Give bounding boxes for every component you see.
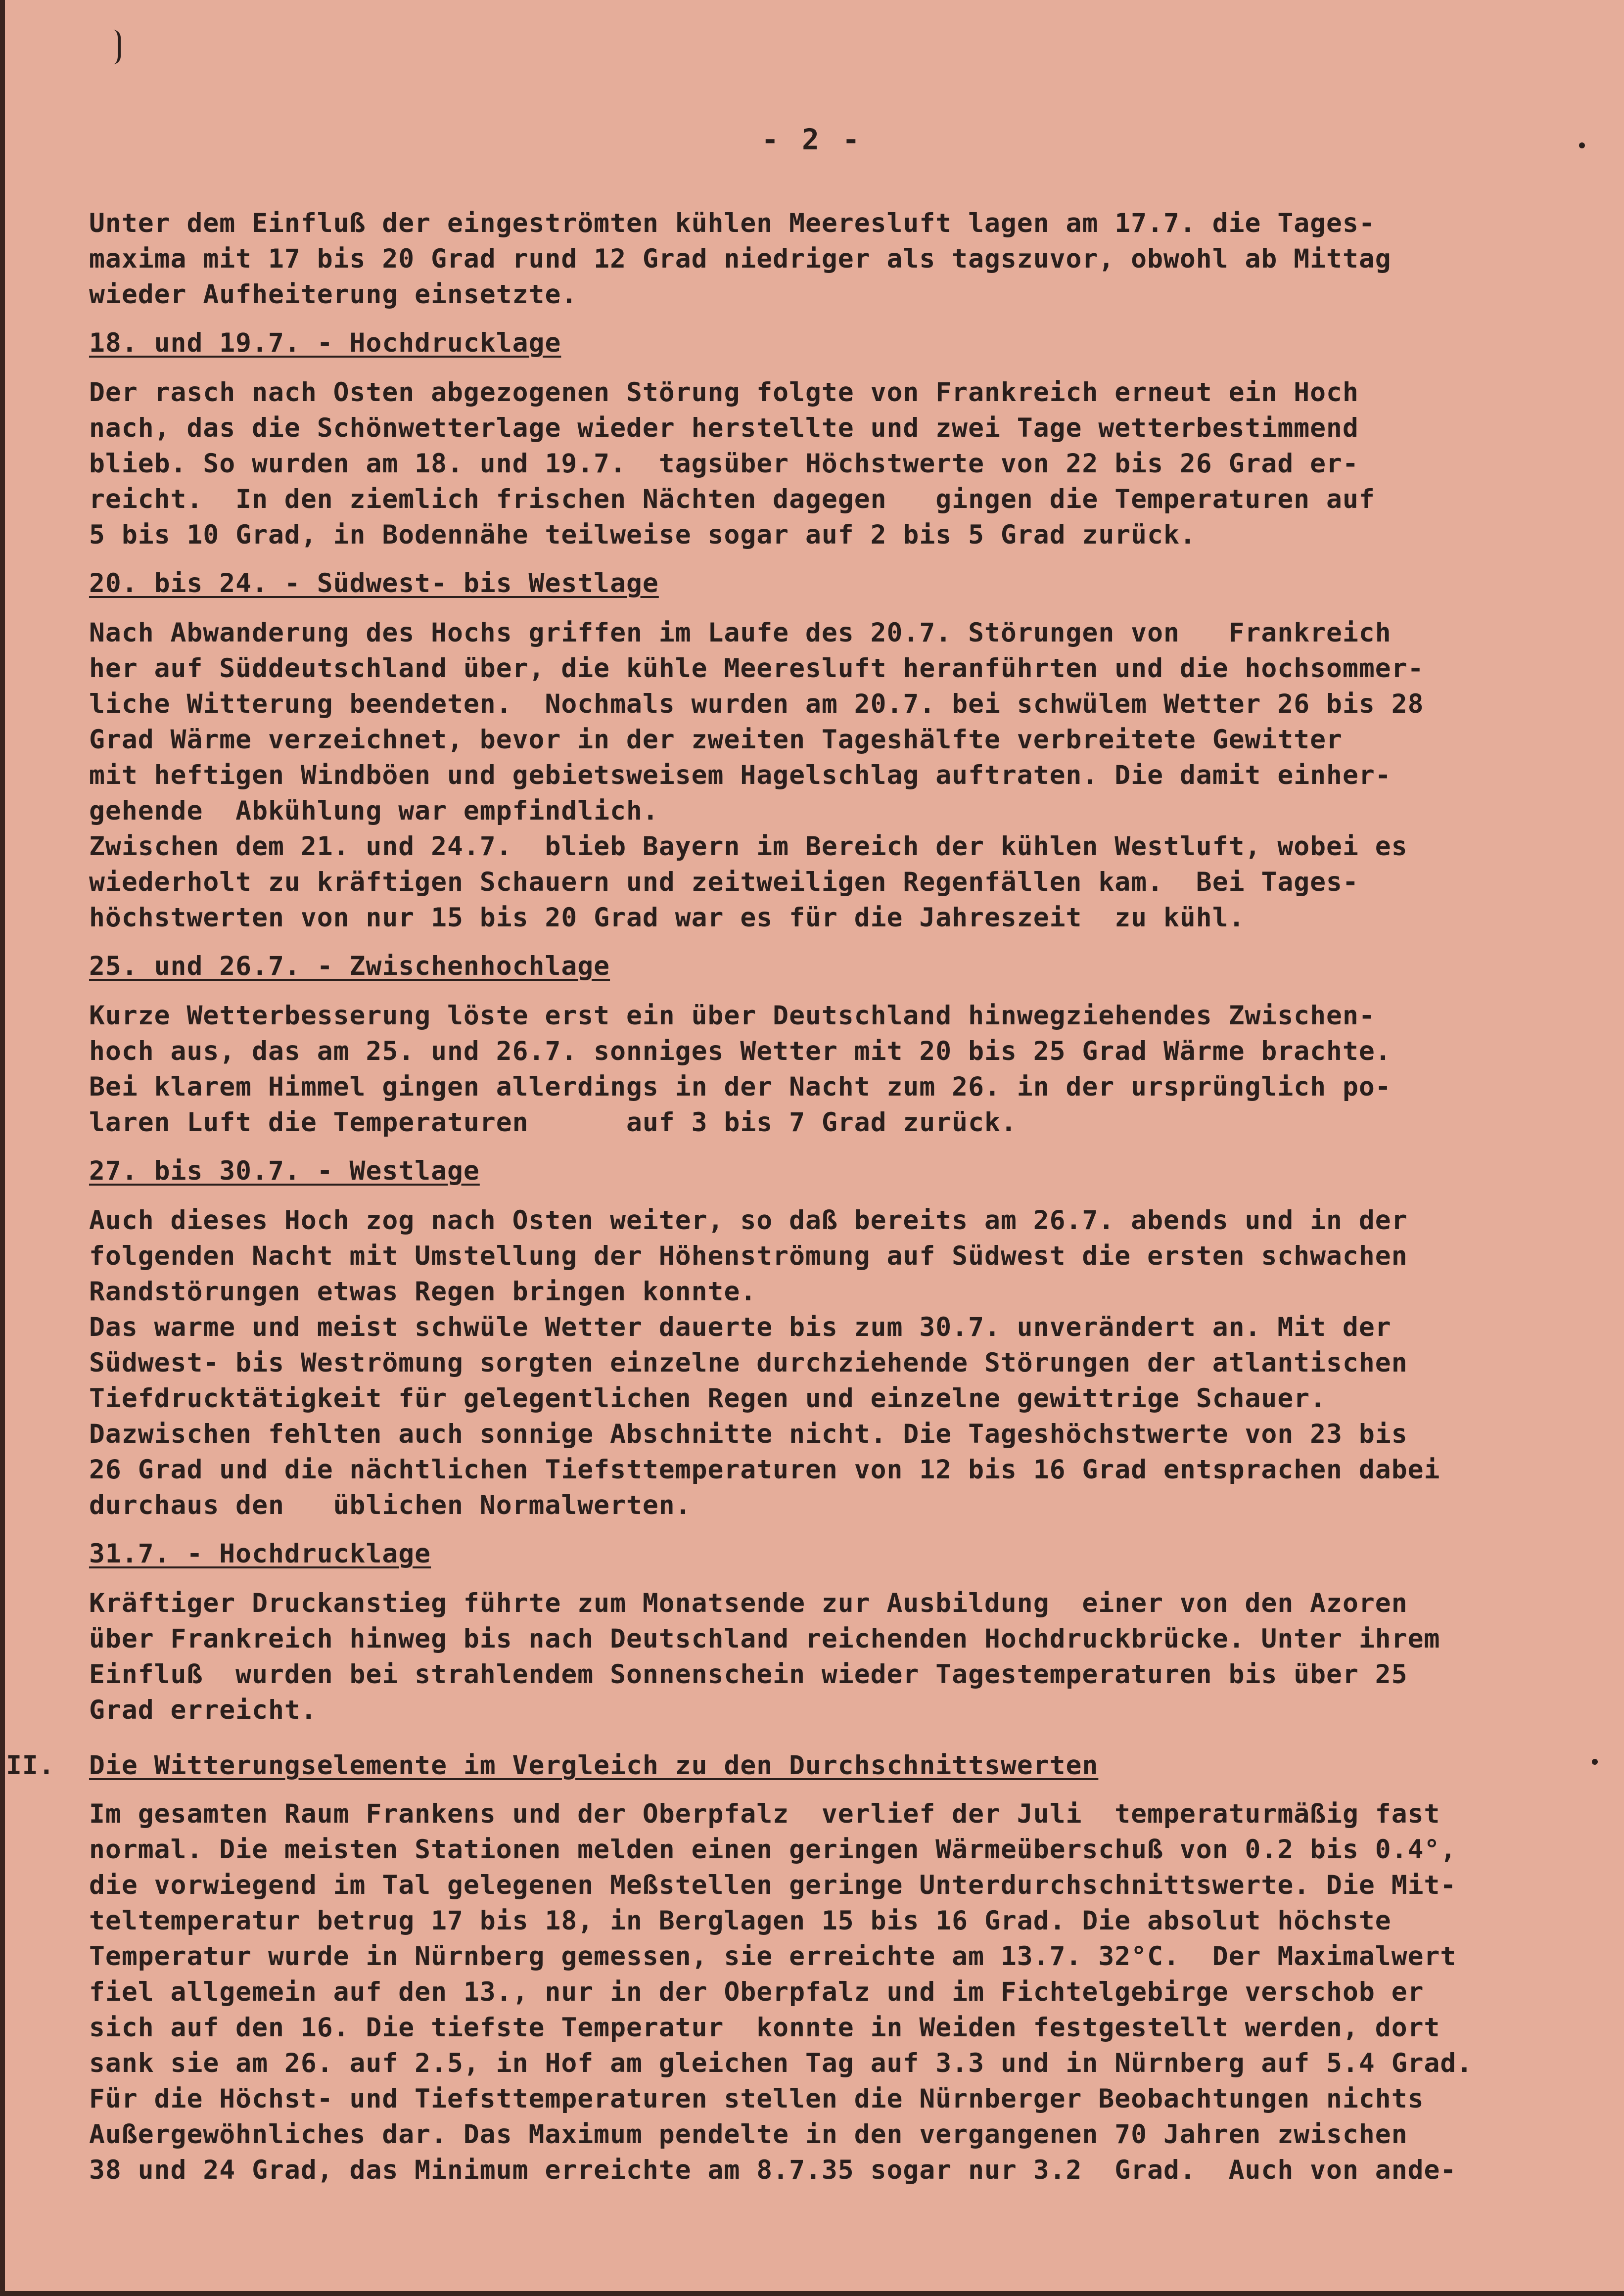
text-line: Für die Höchst- und Tiefsttemperaturen stellen die Nürnberger Beobachtungen nichts [89, 2084, 1424, 2114]
period-heading: 18. und 19.7. - Hochdrucklage [89, 328, 561, 358]
period-heading: 27. bis 30.7. - Westlage [89, 1156, 480, 1186]
paragraph [89, 998, 1583, 1141]
text-line: Südwest- bis Weströmung sorgten einzelne durchziehende Störungen der atlantischen [89, 1348, 1408, 1378]
paragraph [89, 375, 1583, 553]
text-line: Zwischen dem 21. und 24.7. blieb Bayern im Bereich der kühlen Westluft, wobei es [89, 831, 1408, 862]
text-line: Temperatur wurde in Nürnberg gemessen, sie erreichte am 13.7. 32°C. Der Maximalwert [89, 1941, 1457, 1972]
text-line: sank sie am 26. auf 2.5, in Hof am gleichen Tag auf 3.3 und in Nürnberg auf 5.4 Grad. [89, 2048, 1473, 2078]
text-line: fiel allgemein auf den 13., nur in der Oberpfalz und im Fichtelgebirge verschob er [89, 1977, 1424, 2007]
paragraph [89, 206, 1583, 313]
text-line: teltemperatur betrug 17 bis 18, in Berglagen 15 bis 16 Grad. Die absolut höchste [89, 1906, 1392, 1936]
punch-dot-middle [1592, 1759, 1598, 1765]
text-line: wiederholt zu kräftigen Schauern und zeitweiligen Regenfällen kam. Bei Tages- [89, 867, 1359, 897]
text-line: Grad Wärme verzeichnet, bevor in der zweiten Tageshälfte verbreitete Gewitter [89, 725, 1343, 755]
text-line: die vorwiegend im Tal gelegenen Meßstellen geringe Unterdurchschnittswerte. Die Mit- [89, 1870, 1457, 1900]
paragraph [89, 1796, 1583, 2188]
text-line: Das warme und meist schwüle Wetter dauerte bis zum 30.7. unverändert an. Mit der [89, 1312, 1392, 1342]
text-line: Auch dieses Hoch zog nach Osten weiter, so daß bereits am 26.7. abends und in der [89, 1205, 1408, 1236]
text-line: nach, das die Schönwetterlage wieder herstellte und zwei Tage wetterbestimmend [89, 413, 1359, 443]
text-line: wieder Aufheiterung einsetzte. [89, 279, 578, 310]
scan-edge-mark [113, 30, 121, 64]
period-heading: 20. bis 24. - Südwest- bis Westlage [89, 568, 659, 598]
paragraph [89, 615, 1583, 936]
text-line: über Frankreich hinweg bis nach Deutschland reichenden Hochdruckbrücke. Unter ihrem [89, 1624, 1440, 1654]
text-line: gehende Abkühlung war empfindlich. [89, 796, 659, 826]
text-line: 38 und 24 Grad, das Minimum erreichte am 8.7.35 sogar nur 3.2 Grad. Auch von ande- [89, 2155, 1457, 2185]
text-line: liche Witterung beendeten. Nochmals wurden am 20.7. bei schwülem Wetter 26 bis 28 [89, 689, 1424, 719]
paragraph [89, 1203, 1583, 1523]
paragraph [89, 1586, 1583, 1728]
text-line: her auf Süddeutschland über, die kühle Meeresluft heranführten und die hochsommer- [89, 653, 1424, 684]
text-line: blieb. So wurden am 18. und 19.7. tagsüber Höchstwerte von 22 bis 26 Grad er- [89, 449, 1359, 479]
text-line: Kurze Wetterbesserung löste erst ein über Deutschland hinwegziehendes Zwischen- [89, 1001, 1375, 1031]
text-line: maxima mit 17 bis 20 Grad rund 12 Grad niedriger als tagszuvor, obwohl ab Mittag [89, 244, 1392, 274]
text-line: reicht. In den ziemlich frischen Nächten dagegen gingen die Temperaturen auf [89, 484, 1375, 514]
text-line: höchstwerten von nur 15 bis 20 Grad war es für die Jahreszeit zu kühl. [89, 903, 1245, 933]
text-line: normal. Die meisten Stationen melden einen geringen Wärmeüberschuß von 0.2 bis 0.4°, [89, 1835, 1457, 1865]
text-line: 5 bis 10 Grad, in Bodennähe teilweise sogar auf 2 bis 5 Grad zurück. [89, 520, 1196, 550]
scan-border-bottom [0, 2291, 1624, 2296]
text-line: Unter dem Einfluß der eingeströmten kühlen Meeresluft lagen am 17.7. die Tages- [89, 208, 1375, 238]
text-line: Im gesamten Raum Frankens und der Oberpfalz verlief der Juli temperaturmäßig fast [89, 1799, 1440, 1829]
section-heading [6, 1748, 1583, 1784]
text-line: Dazwischen fehlten auch sonnige Abschnitte nicht. Die Tageshöchstwerte von 23 bis [89, 1419, 1408, 1449]
section-number: II. [6, 1750, 55, 1781]
page-number: - 2 - [761, 123, 863, 156]
text-line: Außergewöhnliches dar. Das Maximum pendelte in den vergangenen 70 Jahren zwischen [89, 2119, 1408, 2150]
section-title: Die Witterungselemente im Vergleich zu den Durchschnittswerten [89, 1750, 1099, 1781]
period-heading: 31.7. - Hochdrucklage [89, 1539, 431, 1569]
text-line: Bei klarem Himmel gingen allerdings in der Nacht zum 26. in der ursprünglich po- [89, 1072, 1392, 1102]
scan-border-left [0, 0, 5, 2296]
text-line: durchaus den üblichen Normalwerten. [89, 1490, 692, 1520]
text-line: Der rasch nach Osten abgezogenen Störung folgte von Frankreich erneut ein Hoch [89, 377, 1359, 408]
text-line: Kräftiger Druckanstieg führte zum Monatsende zur Ausbildung einer von den Azoren [89, 1588, 1408, 1618]
document-body [6, 206, 1583, 2201]
text-line: Randstörungen etwas Regen bringen konnte. [89, 1277, 757, 1307]
period-heading: 25. und 26.7. - Zwischenhochlage [89, 951, 610, 981]
text-line: folgenden Nacht mit Umstellung der Höhenströmung auf Südwest die ersten schwachen [89, 1241, 1408, 1271]
text-line: Grad erreicht. [89, 1695, 317, 1725]
text-line: laren Luft die Temperaturen auf 3 bis 7 Grad zurück. [89, 1107, 1017, 1138]
text-line: Tiefdrucktätigkeit für gelegentlichen Regen und einzelne gewittrige Schauer. [89, 1383, 1327, 1414]
text-line: 26 Grad und die nächtlichen Tiefsttemperaturen von 12 bis 16 Grad entsprachen dabei [89, 1455, 1440, 1485]
text-line: sich auf den 16. Die tiefste Temperatur konnte in Weiden festgestellt werden, dort [89, 2013, 1440, 2043]
text-line: hoch aus, das am 25. und 26.7. sonniges Wetter mit 20 bis 25 Grad Wärme brachte. [89, 1036, 1392, 1066]
text-line: Einfluß wurden bei strahlendem Sonnenschein wieder Tagestemperaturen bis über 25 [89, 1659, 1408, 1690]
text-line: Nach Abwanderung des Hochs griffen im Laufe des 20.7. Störungen von Frankreich [89, 618, 1392, 648]
text-line: mit heftigen Windböen und gebietsweisem Hagelschlag auftraten. Die damit einher- [89, 760, 1392, 790]
